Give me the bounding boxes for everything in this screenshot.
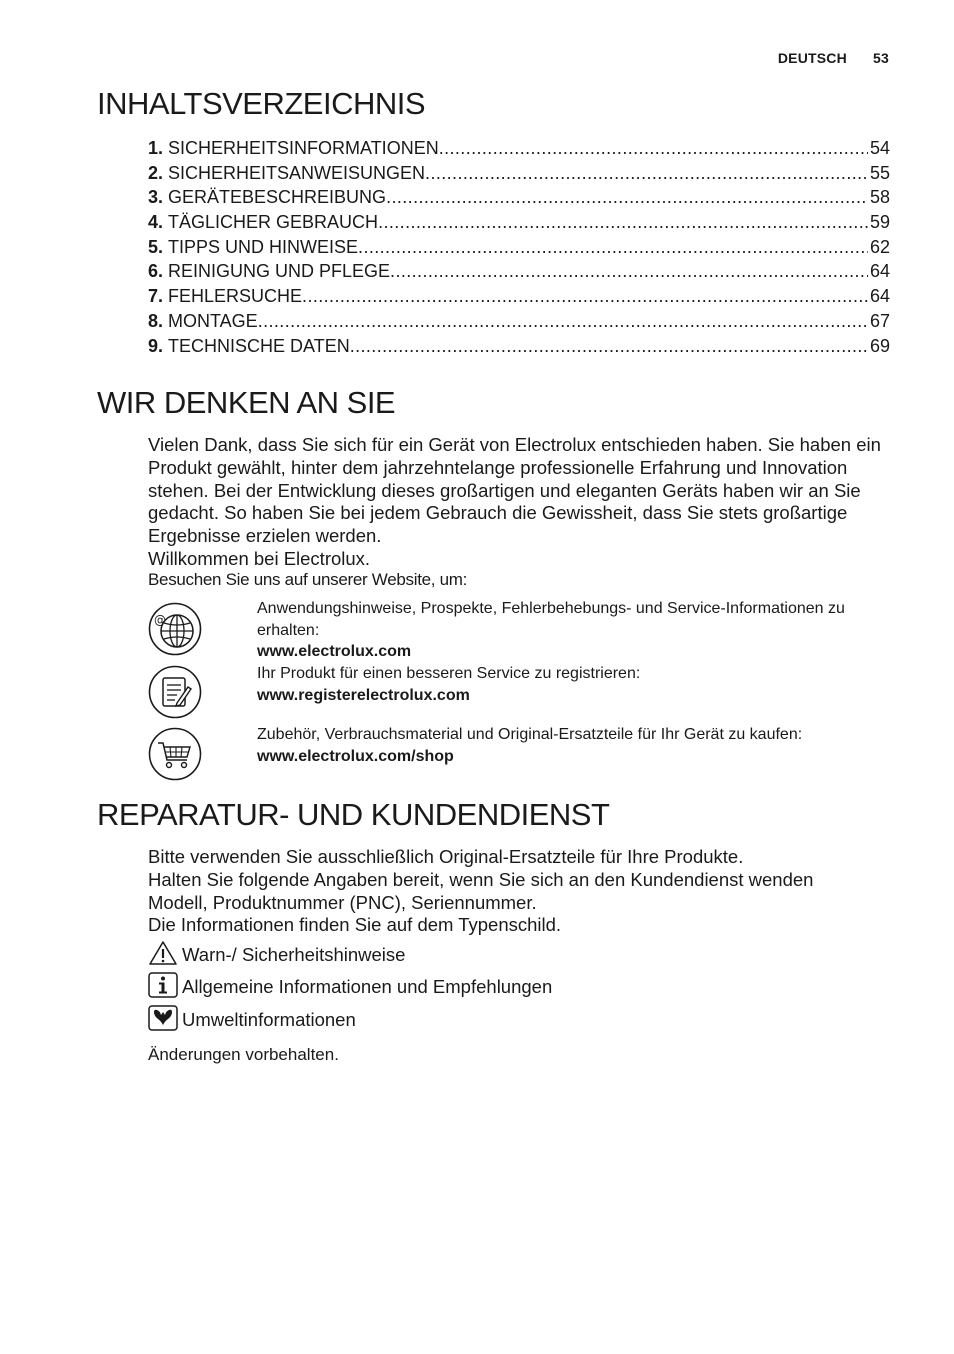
- toc-page: 54: [869, 138, 890, 158]
- table-of-contents: [148, 136, 890, 358]
- page-number: 53: [873, 50, 889, 66]
- symbol-label: Allgemeine Informationen und Empfehlungen: [182, 976, 553, 997]
- toc-number: 5.: [148, 236, 164, 257]
- footer-note: Änderungen vorbehalten.: [148, 1045, 339, 1064]
- register-icon: [148, 665, 202, 719]
- toc-page: 62: [869, 236, 890, 257]
- service-line: Bitte verwenden Sie ausschließlich Original-Ersatzteile für Ihre Produkte.: [148, 846, 744, 867]
- toc-row[interactable]: [148, 185, 890, 210]
- toc-leader: [439, 136, 868, 161]
- toc-row[interactable]: [148, 235, 890, 260]
- info-icon: [148, 972, 178, 998]
- info-description: Zubehör, Verbrauchsmaterial und Original-Ersatzteile für Ihr Gerät zu kaufen:: [257, 726, 803, 743]
- globe-icon: [148, 602, 202, 656]
- toc-row[interactable]: [148, 284, 890, 309]
- toc-leader: [386, 185, 868, 210]
- toc-row[interactable]: [148, 259, 890, 284]
- toc-number: 7.: [148, 286, 164, 307]
- toc-label: TÄGLICHER GEBRAUCH: [168, 212, 379, 233]
- website-link[interactable]: www.registerelectrolux.com: [257, 686, 470, 704]
- toc-row[interactable]: [148, 136, 890, 161]
- toc-leader: [358, 235, 868, 260]
- toc-leader: [425, 161, 868, 186]
- toc-label: MONTAGE: [168, 310, 258, 331]
- toc-leader: [378, 210, 868, 235]
- language-label: DEUTSCH: [777, 50, 847, 66]
- service-line: Die Informationen finden Sie auf dem Typenschild.: [148, 914, 562, 936]
- toc-label: REINIGUNG UND PFLEGE: [168, 261, 391, 282]
- toc-leader: [390, 259, 868, 284]
- toc-label: SICHERHEITSINFORMATIONEN: [168, 138, 439, 158]
- service-text: [148, 846, 878, 937]
- info-description: Anwendungshinweise, Prospekte, Fehlerbehebungs- und Service-Informationen zu erhalten:: [257, 600, 845, 639]
- toc-page: 67: [869, 310, 890, 331]
- info-item: [257, 724, 897, 767]
- symbol-row-warning: [148, 940, 405, 966]
- environment-icon: [148, 1005, 178, 1031]
- toc-page: 64: [869, 261, 890, 282]
- visit-line: Besuchen Sie uns auf unserer Website, um:: [148, 570, 468, 589]
- toc-number: 8.: [148, 310, 164, 331]
- warning-icon: [148, 940, 178, 966]
- toc-page: 64: [869, 286, 890, 307]
- toc-row[interactable]: [148, 210, 890, 235]
- toc-page: 58: [869, 187, 890, 208]
- info-description: Ihr Produkt für einen besseren Service zu registrieren:: [257, 665, 641, 682]
- toc-row[interactable]: [148, 334, 890, 359]
- intro-title: WIR DENKEN AN SIE: [97, 385, 396, 420]
- toc-page: 59: [869, 212, 890, 233]
- toc-label: TECHNISCHE DATEN: [168, 335, 350, 356]
- intro-text: [148, 434, 893, 571]
- toc-title: INHALTSVERZEICHNIS: [97, 86, 426, 121]
- toc-number: 4.: [148, 212, 164, 233]
- intro-paragraph: Vielen Dank, dass Sie sich für ein Gerät von Electrolux entschieden haben. Sie haben ein Produkt gewählt, hinter dem jahrzehntelange professionelle Erfahrung und Innovation stehen. Bei der Entwicklung dieses großartigen und eleganten Geräts haben wir an Sie gedacht. So haben Sie bei jedem Gebrauch die Gewissheit, dass Sie stets großartige Ergebnisse erzielen werden.: [148, 434, 881, 547]
- toc-row[interactable]: [148, 161, 890, 186]
- service-title: REPARATUR- UND KUNDENDIENST: [97, 797, 610, 832]
- website-link[interactable]: www.electrolux.com/shop: [257, 747, 454, 765]
- website-link[interactable]: www.electrolux.com: [257, 643, 412, 660]
- toc-row[interactable]: [148, 309, 890, 334]
- page-header: [778, 50, 889, 66]
- info-item: [257, 598, 897, 663]
- symbol-label: Warn-/ Sicherheitshinweise: [182, 944, 406, 965]
- symbol-label: Umweltinformationen: [182, 1009, 356, 1030]
- symbol-row-info: [148, 972, 552, 998]
- toc-number: 2.: [148, 162, 164, 183]
- toc-page: 55: [869, 162, 890, 183]
- symbol-row-environment: [148, 1005, 356, 1031]
- toc-leader: [302, 284, 868, 309]
- info-item: [257, 663, 897, 706]
- shopping-cart-icon: [148, 727, 202, 781]
- toc-page: 69: [869, 335, 890, 356]
- toc-label: GERÄTEBESCHREIBUNG: [168, 187, 387, 208]
- toc-number: 3.: [148, 187, 164, 208]
- toc-label: TIPPS UND HINWEISE: [168, 236, 359, 257]
- toc-leader: [258, 309, 868, 334]
- toc-number: 9.: [148, 335, 164, 356]
- toc-label: SICHERHEITSANWEISUNGEN: [168, 162, 426, 183]
- service-line: Halten Sie folgende Angaben bereit, wenn Sie sich an den Kundendienst wenden Modell, Produktnummer (PNC), Seriennummer.: [148, 868, 814, 913]
- toc-leader: [350, 334, 868, 359]
- svg-text:@: @: [154, 613, 166, 627]
- toc-label: FEHLERSUCHE: [168, 286, 303, 307]
- toc-number: 1.: [148, 138, 164, 158]
- toc-number: 6.: [148, 261, 164, 282]
- welcome-line: Willkommen bei Electrolux.: [148, 547, 371, 569]
